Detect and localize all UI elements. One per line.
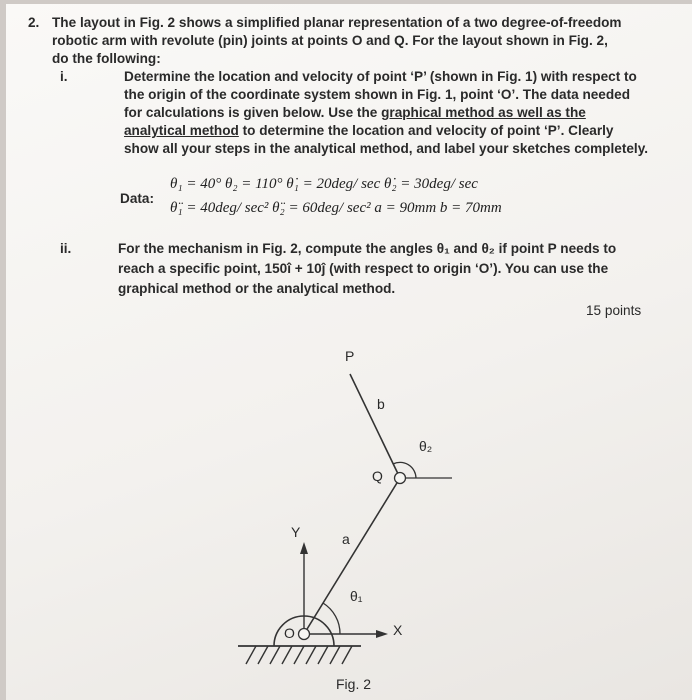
part-i-line-4-text: to determine the location and velocity of point ‘P’. Clearly: [238, 123, 614, 138]
label-a: a: [342, 531, 350, 547]
label-o: O: [284, 625, 295, 641]
part-i-marker: i.: [60, 69, 68, 84]
part-i-line-1: Determine the location and velocity of point ‘P’ (shown in Fig. 1) with respect to: [124, 69, 637, 84]
link-a: [304, 478, 400, 634]
theta1-arc: [323, 603, 340, 634]
label-p: P: [345, 348, 355, 364]
label-theta2: θ₂: [419, 438, 433, 454]
joint-q: [395, 473, 406, 484]
intro-line-1: The layout in Fig. 2 shows a simplified planar representation of a two degree-of-freedom: [52, 15, 622, 30]
label-y: Y: [291, 524, 301, 540]
part-i-line-2: the origin of the coordinate system shown in Fig. 1, point ‘O’. The data needed: [124, 87, 631, 102]
part-i-line-3-underlined: graphical method as well as the: [381, 105, 586, 120]
part-i-line-3-text: for calculations is given below. Use the: [124, 105, 382, 120]
problem-number: 2.: [28, 15, 40, 30]
intro-line-3: do the following:: [52, 51, 161, 66]
part-ii-line-1: For the mechanism in Fig. 2, compute the angles θ₁ and θ₂ if point P needs to: [118, 241, 617, 256]
part-ii-marker: ii.: [60, 241, 72, 256]
ground-hatching: [246, 646, 352, 664]
link-b: [350, 374, 400, 478]
label-q: Q: [372, 468, 383, 484]
x-axis-arrow: [376, 630, 388, 638]
paper-page: [6, 4, 692, 700]
label-x: X: [393, 622, 403, 638]
y-axis-arrow: [300, 542, 308, 554]
points-label: 15 points: [586, 303, 642, 318]
joint-o: [299, 629, 310, 640]
label-b: b: [377, 396, 385, 412]
part-ii-line-3: graphical method or the analytical method.: [118, 281, 396, 296]
data-row-2: θ̈₁ = 40deg/ sec² θ̈₂ = 60deg/ sec² a = 90mm b = 70mm: [170, 200, 502, 216]
part-i-line-5: show all your steps in the analytical method, and label your sketches completely.: [124, 141, 649, 156]
label-theta1: θ₁: [350, 588, 363, 604]
data-label: Data:: [120, 191, 154, 206]
part-i-line-4-underlined: analytical method: [124, 123, 239, 138]
part-ii-line-2: reach a specific point, 150î + 10ĵ (with respect to origin ‘O’). You can use the: [118, 261, 609, 276]
intro-line-2: robotic arm with revolute (pin) joints at points O and Q. For the layout shown in Fig. 2,: [52, 33, 608, 48]
data-row-1: θ₁ = 40° θ₂ = 110° θ̇₁ = 20deg/ sec θ̇₂ = 30deg/ sec: [170, 176, 478, 192]
figure-caption: Fig. 2: [336, 676, 372, 692]
